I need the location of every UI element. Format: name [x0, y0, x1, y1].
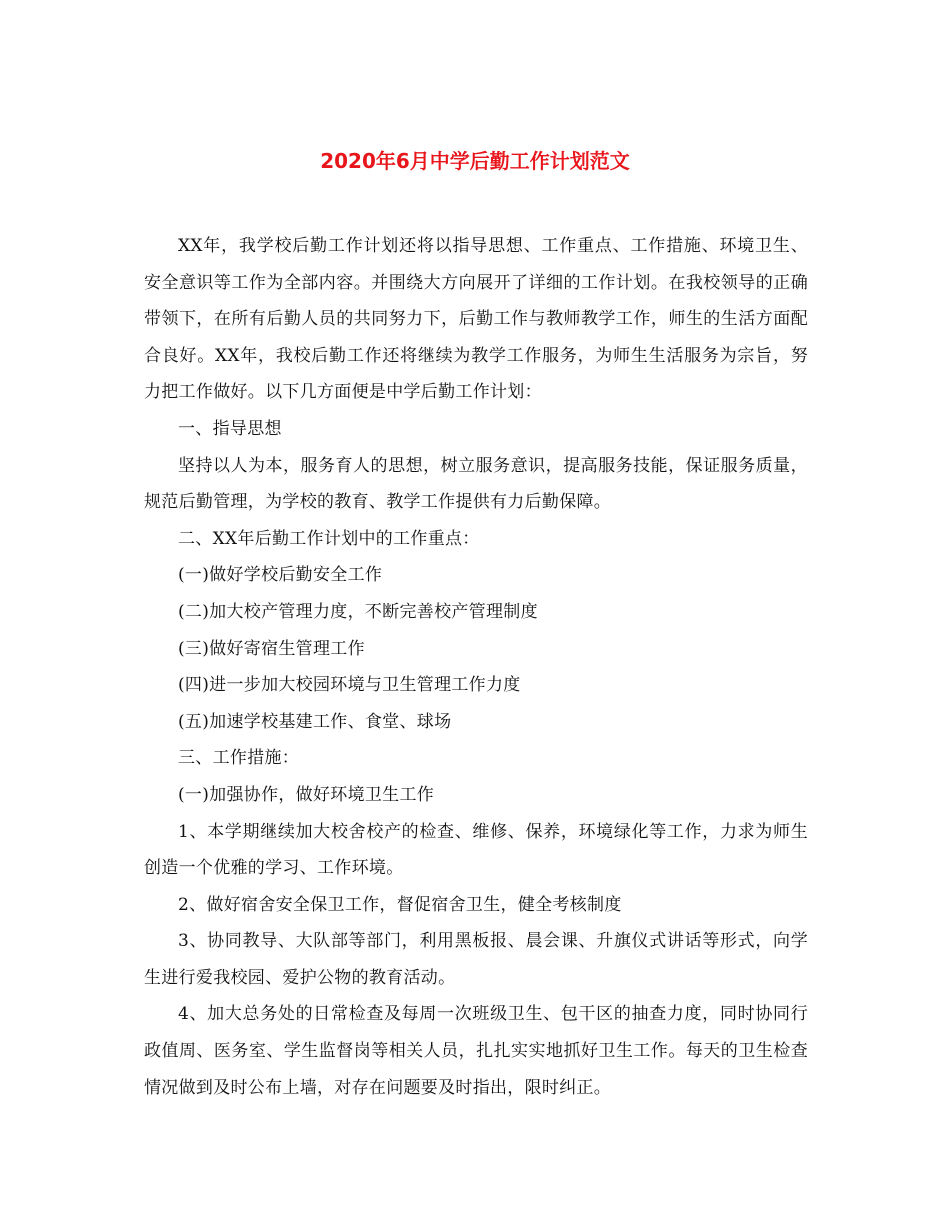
heading-work-measures: 三、工作措施：	[178, 748, 300, 769]
subheading-measure-1: (一)加强协作，做好环境卫生工作	[178, 784, 435, 805]
paragraph-measure-1: 1、本学期继续加大校舍校产的检查、维修、保养，环境绿化等工作，力求为师生创造一个优雅的学习、工作环境。	[144, 821, 808, 879]
list-item-focus-5: (五)加速学校基建工作、食堂、球场	[178, 711, 452, 732]
list-item-focus-4: (四)进一步加大校园环境与卫生管理工作力度	[178, 675, 521, 696]
list-item-focus-3: (三)做好寄宿生管理工作	[178, 638, 365, 659]
document-title: 2020年6月中学后勤工作计划范文	[320, 149, 630, 173]
paragraph-measure-4: 4、加大总务处的日常检查及每周一次班级卫生、包干区的抽查力度，同时协同行政值周、医务室、学生监督岗等相关人员，扎扎实实地抓好卫生工作。每天的卫生检查情况做到及时公布上墙，对存在问题要及时指出，限时纠正。	[144, 1004, 808, 1098]
paragraph-measure-2: 2、做好宿舍安全保卫工作，督促宿舍卫生，健全考核制度	[178, 894, 622, 915]
list-item-focus-2: (二)加大校产管理力度，不断完善校产管理制度	[178, 601, 538, 622]
paragraph-intro: XX年，我学校后勤工作计划还将以指导思想、工作重点、工作措施、环境卫生、安全意识等工作为全部内容。并围绕大方向展开了详细的工作计划。在我校领导的正确带领下，在所有后勤人员的共同努力下，后勤工作与教师教学工作，师生的生活方面配合良好。XX年，我校后勤工作还将继续为教学工作服务，为师生生活服务为宗旨，努力把工作做好。以下几方面便是中学后勤工作计划：	[144, 236, 808, 403]
heading-work-focus: 二、XX年后勤工作计划中的工作重点：	[178, 528, 480, 549]
paragraph-measure-3: 3、协同教导、大队部等部门，利用黑板报、晨会课、升旗仪式讲话等形式，向学生进行爱我校园、爱护公物的教育活动。	[144, 931, 808, 988]
paragraph-guiding-thought: 坚持以人为本，服务育人的思想，树立服务意识，提高服务技能，保证服务质量，规范后勤管理，为学校的教育、教学工作提供有力后勤保障。	[144, 455, 808, 513]
list-item-focus-1: (一)做好学校后勤安全工作	[178, 565, 383, 586]
document-body	[144, 228, 808, 1106]
heading-guiding-thought: 一、指导思想	[178, 418, 282, 439]
